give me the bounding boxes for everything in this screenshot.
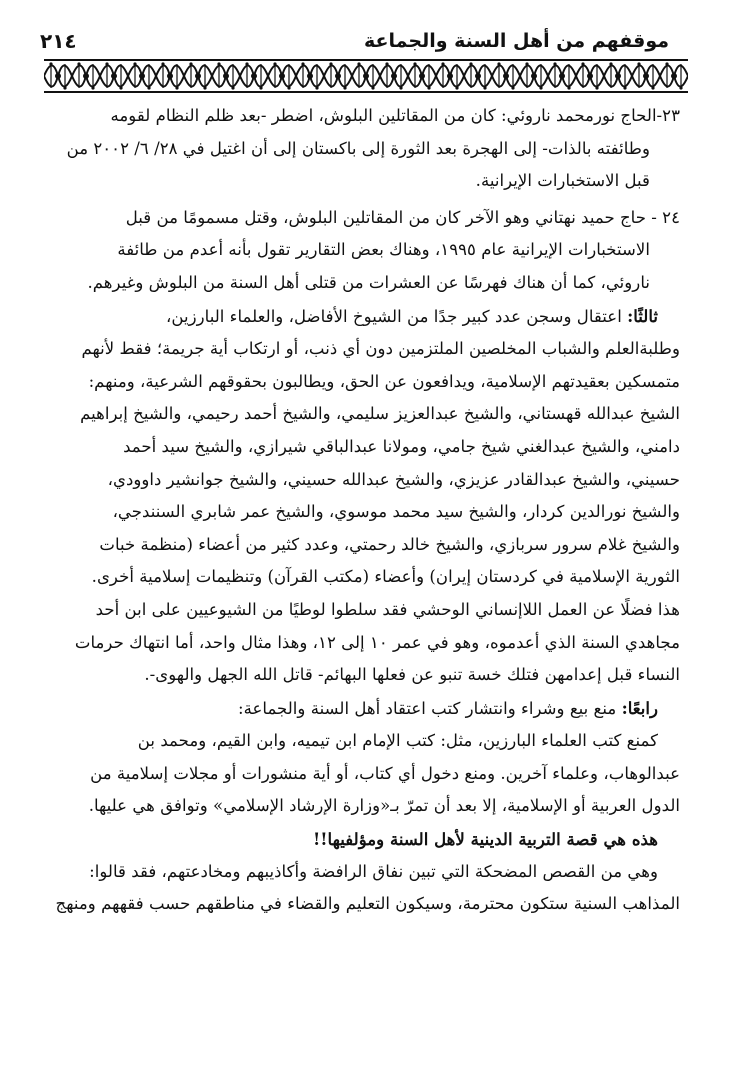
text-line: عبدالوهاب، وعلماء آخرين. ومنع دخول أي كتاب، أو أية منشورات أو مجلات إسلامية من (90, 763, 680, 783)
text-line: كمنع كتب العلماء البارزين، مثل: كتب الإمام ابن تيميه، وابن القيم، ومحمد بن (137, 731, 658, 751)
page-header (40, 24, 669, 58)
text-line: الدول العربية أو الإسلامية، إلا بعد أن تمرّ بـ«وزارة الإرشاد الإسلامي» وتوافق هي عليها. (88, 796, 680, 816)
text-line: ناروئي، كما أن هناك فهرسًا عن العشرات من قتلى أهل السنة من البلوش وغيرهم. (87, 272, 650, 292)
section-text: منع بيع وشراء وانتشار كتب اعتقاد أهل السنة والجماعة: (238, 698, 622, 718)
paragraph-final (44, 856, 680, 921)
text-line: حسيني، والشيخ عبدالقادر عزيزي، والشيخ عبدالله حسيني، والشيخ جوانشير داوودي، (107, 469, 680, 489)
text-line: والشيخ نورالدين كردار، والشيخ سيد محمد موسوي، والشيخ عمر شابري السنندجي، (112, 502, 680, 522)
text-line: النساء قبل إعدامهن فتلك خسة تنبو عن فعلها البهائم- قاتل الله الجهل والهوى-. (144, 665, 680, 685)
section-lead: ثالثًا: (627, 305, 658, 326)
statement-line: هذه هي قصة التربية الدينية لأهل السنة ومؤلفيها!! (312, 829, 658, 850)
section-third (44, 300, 680, 594)
text-line: وهي من القصص المضحكة التي تبين نفاق الرافضة وأكاذيبهم ومخادعتهم، فقد قالوا: (89, 861, 658, 881)
running-title: موقفهم من أهل السنة والجماعة (364, 30, 669, 52)
paragraph-books (44, 725, 680, 823)
text-line: الثورية الإسلامية في كردستان إيران) وأعضاء (مكتب القرآن) وتنظيمات إسلامية أخرى. (91, 567, 680, 587)
page-body (44, 100, 680, 921)
paragraph-besides (44, 594, 680, 692)
section-lead: رابعًا: (621, 697, 658, 718)
list-item-23 (44, 100, 680, 198)
decorative-border-ornament (44, 58, 688, 94)
text-line: دامني، والشيخ عبدالغني شيخ جامي، ومولانا عبدالباقي شيرازي، والشيخ سيد أحمد (123, 436, 680, 456)
text-line (44, 692, 680, 726)
page-number: ٢١٤ (40, 29, 77, 53)
text-line: مجاهدي السنة الذي أعدموه، وهو في عمر ١٠ إلى ١٢، وهذا مثال واحد، أما انتهاك حرمات (74, 632, 680, 652)
text-line: قبل الاستخبارات الإيرانية. (475, 171, 650, 191)
list-item-24 (44, 202, 680, 300)
text-line: الشيخ عبدالله قهستاني، والشيخ عبدالعزيز سليمي، والشيخ أحمد رحيمي، والشيخ إبراهيم (80, 404, 680, 424)
text-line: ٢٤ - حاج حميد نهتاني وهو الآخر كان من المقاتلين البلوش، وقتل مسمومًا من قبل (125, 207, 680, 227)
text-line: ٢٣-الحاج نورمحمد ناروئي: كان من المقاتلين البلوش، اضطر -بعد ظلم النظام لقومه (110, 106, 680, 125)
text-line (44, 300, 680, 334)
text-line: وطائفته بالذات- إلى الهجرة بعد الثورة إلى باكستان إلى أن اغتيل في ٢٨/ ٦/ ٢٠٠٢ من (66, 138, 650, 158)
section-text: اعتقال وسجن عدد كبير جدًا من الشيوخ الأفاضل، والعلماء البارزين، (166, 306, 628, 326)
text-line: المذاهب السنية ستكون محترمة، وسيكون التعليم والقضاء في مناطقهم حسب فقههم ومنهج (55, 894, 680, 914)
text-line: الاستخبارات الإيرانية عام ١٩٩٥، وهناك بعض التقارير تقول بأنه أعدم من طائفة (117, 240, 650, 260)
text-line: هذا فضلًا عن العمل اللاإنساني الوحشي فقد سلطوا لوطيًا من الشيوعيين على ابن أحد (95, 599, 680, 619)
text-line: والشيخ غلام سرور سربازي، والشيخ خالد رحمتي، وعدد كثير من أعضاء (منظمة خبات (99, 534, 680, 554)
text-line: وطلبةالعلم والشباب المخلصين الملتزمين دون أي ذنب، أو ارتكاب أية جريمة؛ فقط لأنهم (81, 339, 680, 359)
section-fourth (44, 692, 680, 726)
text-line: متمسكين بعقيدتهم الإسلامية، ويدافعون عن الحق، ويطالبون بحقوقهم الشرعية، ومنهم: (88, 371, 680, 391)
